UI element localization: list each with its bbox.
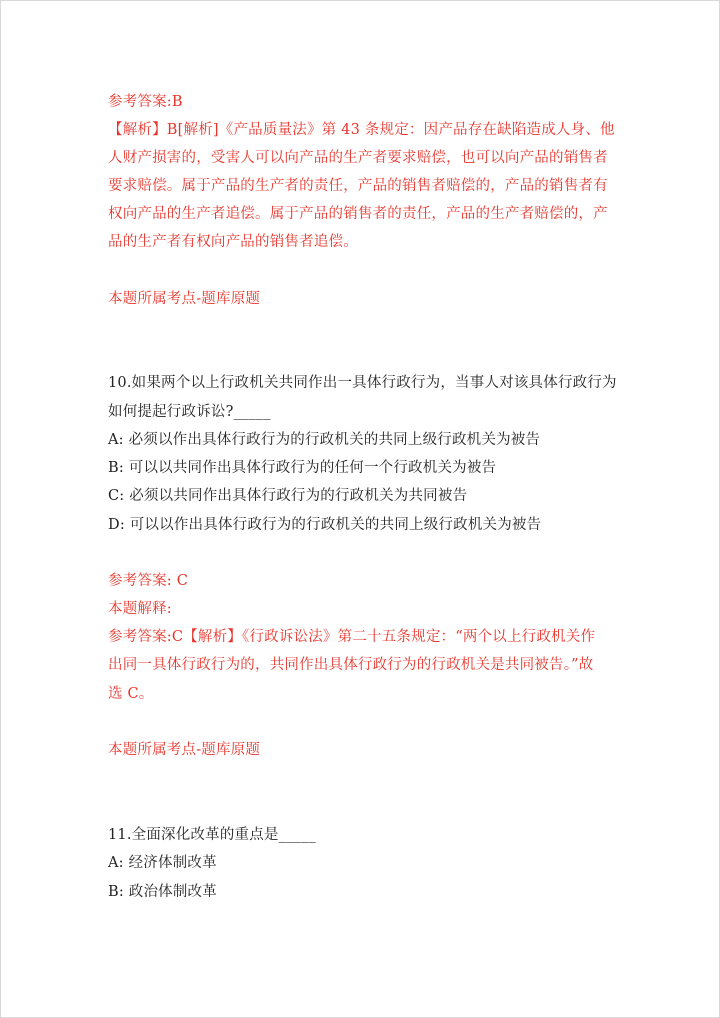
q11-option-b: B: 政治体制改革 bbox=[108, 884, 217, 900]
q10-explanation-label: 本题解释: bbox=[108, 601, 172, 617]
q9-analysis-line: 权向产品的生产者追偿。属于产品的销售者的责任，产品的生产者赔偿的，产 bbox=[108, 206, 608, 222]
q9-analysis-line: 人财产损害的，受害人可以向产品的生产者要求赔偿，也可以向产品的销售者 bbox=[108, 150, 608, 166]
q9-analysis-line: 【解析】B[解析]《产品质量法》第 43 条规定：因产品存在缺陷造成人身、他 bbox=[108, 122, 615, 138]
q10-option-c: C: 必须以共同作出具体行政行为的行政机关为共同被告 bbox=[108, 488, 468, 504]
q9-analysis-line: 要求赔偿。属于产品的生产者的责任，产品的销售者赔偿的，产品的销售者有 bbox=[108, 178, 608, 194]
q10-answer: 参考答案: C bbox=[108, 573, 188, 589]
q9-source: 本题所属考点-题库原题 bbox=[108, 291, 261, 307]
q10-stem-line: 10.如果两个以上行政机关共同作出一具体行政行为，当事人对该具体行政行为 bbox=[108, 375, 617, 391]
q9-analysis-line: 品的生产者有权向产品的销售者追偿。 bbox=[108, 234, 358, 250]
q10-option-d: D: 可以以作出具体行政行为的行政机关的共同上级行政机关为被告 bbox=[108, 517, 542, 533]
q11-stem: 11.全面深化改革的重点是_____ bbox=[108, 827, 316, 843]
q10-option-b: B: 可以以共同作出具体行政行为的任何一个行政机关为被告 bbox=[108, 460, 497, 476]
q9-answer: 参考答案:B bbox=[108, 94, 183, 110]
q10-explanation-line: 参考答案:C【解析】《行政诉讼法》第二十五条规定：“两个以上行政机关作 bbox=[108, 629, 596, 645]
q10-stem-line: 如何提起行政诉讼?_____ bbox=[108, 404, 271, 420]
q10-source: 本题所属考点-题库原题 bbox=[108, 742, 261, 758]
q10-option-a: A: 必须以作出具体行政行为的行政机关的共同上级行政机关为被告 bbox=[108, 432, 541, 448]
q10-explanation-line: 选 C。 bbox=[108, 686, 154, 702]
q11-option-a: A: 经济体制改革 bbox=[108, 855, 217, 871]
q10-explanation-line: 出同一具体行政行为的，共同作出具体行政行为的行政机关是共同被告。”故 bbox=[108, 657, 594, 673]
